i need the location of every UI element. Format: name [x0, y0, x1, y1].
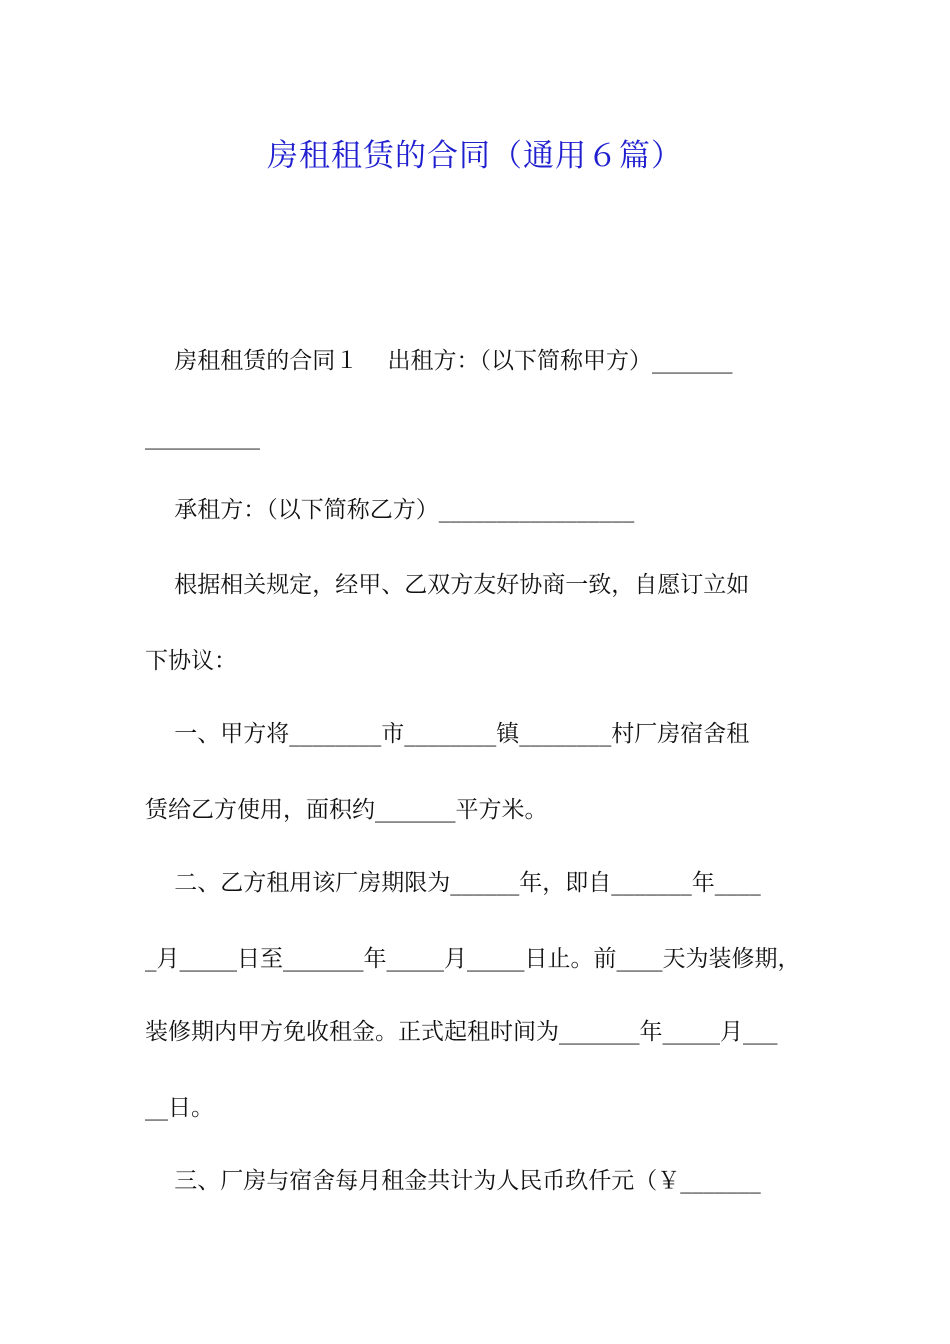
contract-line-3: 承租方：（以下简称乙方）_________________ — [145, 497, 635, 523]
contract-line-1: 房租租赁的合同１ 出租方：（以下简称甲方）_______ — [145, 348, 733, 374]
contract-line-8: 二、乙方租用该厂房期限为______年，即自_______年____ — [145, 870, 761, 896]
contract-line-12: 三、厂房与宿舍每月租金共计为人民币玖仟元（￥_______ — [145, 1168, 761, 1194]
document-title: 房租租赁的合同（通用６篇） — [267, 138, 683, 174]
contract-line-10: 装修期内甲方免收租金。正式起租时间为_______年_____月___ — [145, 1019, 778, 1045]
contract-line-2: __________ — [145, 424, 260, 450]
contract-line-7: 赁给乙方使用，面积约_______平方米。 — [145, 797, 548, 823]
contract-line-9: _月_____日至_______年_____月_____日止。前____天为装修期， — [145, 946, 801, 972]
contract-line-5: 下协议： — [145, 648, 237, 674]
contract-line-4: 根据相关规定，经甲、乙双方友好协商一致，自愿订立如 — [145, 572, 750, 598]
contract-line-6: 一、甲方将________市________镇________村厂房宿舍租 — [145, 721, 750, 747]
contract-line-11: __日。 — [145, 1095, 214, 1121]
